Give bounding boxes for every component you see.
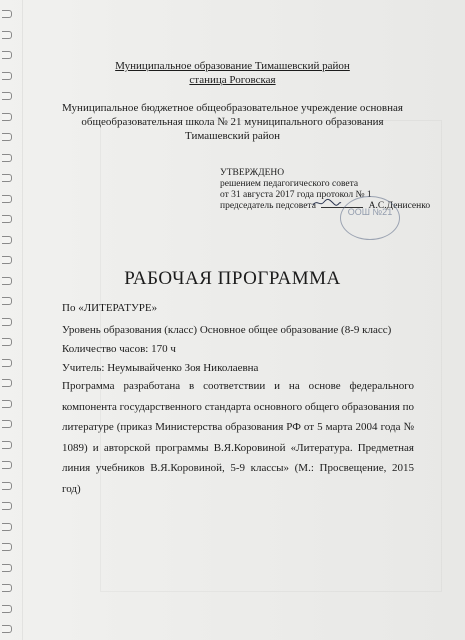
binding-ring <box>2 31 12 39</box>
binding-ring <box>2 400 12 408</box>
binding-ring <box>2 564 12 572</box>
binding-ring <box>2 482 12 490</box>
municipality-line: Муниципальное образование Тимашевский район <box>115 60 350 72</box>
school-line-1: Муниципальное бюджетное общеобразовательное учреждение основная <box>62 102 403 114</box>
binding-ring <box>2 502 12 510</box>
stamp-text: ООШ №21 <box>347 207 393 217</box>
village-line: станица Роговская <box>189 74 276 86</box>
binding-ring <box>2 318 12 326</box>
subject-line: По «ЛИТЕРАТУРЕ» <box>62 302 158 314</box>
binding-ring <box>2 441 12 449</box>
hours-line: Количество часов: 170 ч <box>62 343 176 355</box>
approval-signer: А.С.Денисенко <box>368 201 431 211</box>
binding-ring <box>2 92 12 100</box>
school-stamp <box>340 196 400 240</box>
school-line-3: Тимашевский район <box>185 130 280 142</box>
binding-ring <box>2 605 12 613</box>
binding-ring <box>2 523 12 531</box>
approval-line-1: решением педагогического совета <box>220 179 359 189</box>
binding-ring <box>2 51 12 59</box>
binding-ring <box>2 359 12 367</box>
binding-ring <box>2 10 12 18</box>
spiral-binding <box>0 0 24 640</box>
program-description: Программа разработана в соответствии и на основе федерального компонента государственного стандарта основного общего образования по литературе (приказ Министерства образования РФ от 5 марта 2004 года № 1089) и авторской программы В.Я.Коровиной «Литература. Предметная линия учебников В.Я.Коровиной, 5-9 классы» (М.: Просвещение, 2015 год) <box>62 380 414 495</box>
page-fold <box>22 0 23 640</box>
level-line: Уровень образования (класс) Основное общее образование (8-9 класс) <box>62 324 392 336</box>
binding-ring <box>2 625 12 633</box>
binding-ring <box>2 420 12 428</box>
binding-ring <box>2 379 12 387</box>
binding-ring <box>2 154 12 162</box>
binding-ring <box>2 543 12 551</box>
binding-ring <box>2 236 12 244</box>
document-title: РАБОЧАЯ ПРОГРАММА <box>124 268 341 289</box>
binding-ring <box>2 461 12 469</box>
approval-title: УТВЕРЖДЕНО <box>220 168 285 178</box>
school-line-2: общеобразовательная школа № 21 муниципального образования <box>81 116 384 128</box>
binding-ring <box>2 297 12 305</box>
binding-ring <box>2 195 12 203</box>
binding-ring <box>2 174 12 182</box>
approval-line-2: от 31 августа 2017 года протокол № 1 <box>220 190 372 200</box>
binding-ring <box>2 256 12 264</box>
binding-ring <box>2 338 12 346</box>
signature-scribble <box>312 198 342 208</box>
teacher-line: Учитель: Неумывайченко Зоя Николаевна <box>62 362 259 374</box>
binding-ring <box>2 215 12 223</box>
binding-ring <box>2 584 12 592</box>
approval-chair: председатель педсовета <box>220 201 316 211</box>
